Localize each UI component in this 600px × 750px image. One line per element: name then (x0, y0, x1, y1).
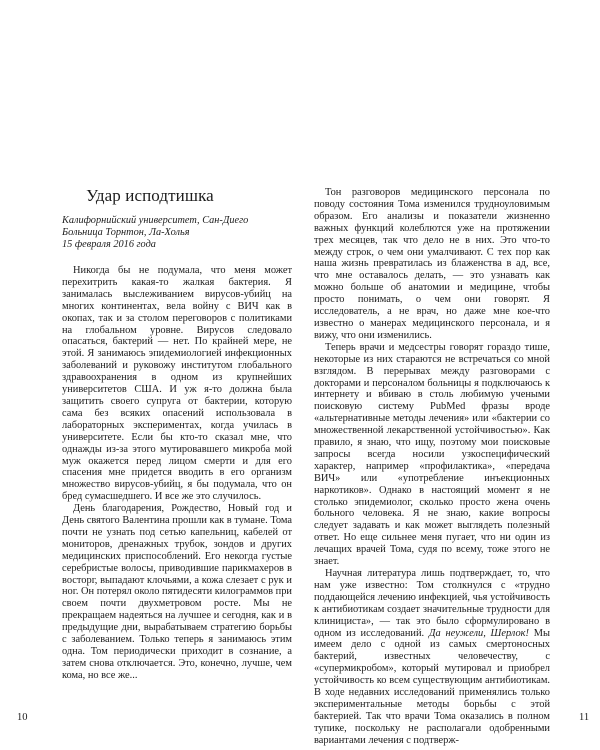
paragraph: Теперь врачи и медсестры говорят гораздо тише, некоторые из них стараются не встречаться со мной взглядом. В перерывах между разговорами с докторами и персоналом больницы я подключаюсь к интернету и вбиваю в столь любимую учеными поисковую систему PubMed фразы вроде «альтернативные методы лечения» или «бактерии со множественной лекарственной устойчивостью». Как правило, я знаю, что ищу, поэтому мои поисковые запросы всегда носили узкоспецифический характер, например «профилактика», «передача ВИЧ» или «употребление инъекционных наркотиков». Однако в настоящий момент я не столько эпидемиолог, сколько просто жена очень больного человека. Я не знаю, какие вопросы следует задавать и как может выглядеть полезный ответ. Но еще сильнее меня пугает, что ни один из лечащих врачей Тома, судя по всему, тоже этого не знает. (314, 341, 550, 568)
paragraph: Никогда бы не подумала, что меня может перехитрить какая-то жалкая бактерия. Я занималась выслеживанием вирусов-убийц на многих континентах, вела войну с ВИЧ как в окопах, так и за столом переговоров с политиками на глобальном уровне. Вирусов следовало опасаться, бактерий — нет. По крайней мере, не этой. Я занимаюсь эпидемиологией инфекционных заболеваний и руковожу институтом глобального здравоохранения в одном из крупнейших университетов США. И уж я-то должна была защитить своего супруга от бактерии, которую сама без всяких опасений использовала в лабораторных экспериментах, когда училась в университете. Если бы кто-то сказал мне, что однажды из-за этого мутировавшего микроба мой муж окажется перед лицом смерти и для его спасения мне придется вводить в его организм множество вирусов-убийц, я бы подумала, что он бред сумасшедшего. И все же это случилось. (62, 265, 292, 503)
left-body-text (62, 265, 292, 682)
dateline-location-1: Калифорнийский университет, Сан-Диего (62, 215, 249, 226)
paragraph-text: Мы имеем дело с одной из самых смертоносных бактерий, известных человечеству, с «супермикробом», который мутировал и приобрел устойчивость ко всем существующим антибиотикам. В ходе недавних исследований применялись только экспериментальные методы борьбы с этой бактерией. Так что врачи Тома оказались в полном тупике, поскольку не располагали одобренными вариантами лечения с подтверж- (314, 627, 550, 746)
chapter-title: Удар исподтишка (86, 186, 214, 205)
dateline (62, 215, 292, 251)
page-number-right: 11 (579, 712, 590, 723)
emphasis-text: Да неужели, Шерлок! (428, 627, 529, 639)
right-page (300, 0, 600, 750)
dateline-location-2: Больница Торнтон, Ла-Холья (62, 226, 190, 238)
paragraph: Тон разговоров медицинского персонала по поводу состояния Тома изменился трудноуловимым образом. Его анализы и показатели жизненно важных функций колеблются уже на протяжении трех месяцев, так что дело не в них. Это что-то между строк, о чем они умалчивают. С тех пор как наша жизнь превратилась из блаженства в ад, все, что мне оставалось делать, — это узнавать как можно больше об анатомии и медицине, чтобы просто понимать, о чем они говорят. Я исследователь, а не врач, но даже мне кое-что известно о манерах медицинского персонала, и я вижу, что они изменились. (314, 187, 550, 341)
dateline-date: 15 февраля 2016 года (62, 238, 156, 250)
paragraph: День благодарения, Рождество, Новый год и День святого Валентина прошли как в тумане. Тома почти не узнать под сетью капельниц, кабелей от мониторов, дренажных трубок, зондов и других медицинских приспособлений. Его некогда густые серебристые волосы, приводившие парикмахеров в восторг, выпадают клочьями, а кожа слезает с рук и ног. Он потерял около пятидесяти килограммов при своем почти двухметровом росте. Мы не прекращаем надеяться на лучшее и сегодня, как и в предыдущие дни, вырабатываем стратегию борьбы с заболеванием. Только теперь я занимаюсь этим одна. Том периодически приходит в сознание, а затем снова отключается. Это, конечно, лучше, чем кома, но все же... (62, 503, 292, 681)
page-number-left: 10 (17, 712, 28, 723)
paragraph-text: Научная литература лишь подтверждает, то, что нам уже известно: Том столкнулся с «трудно поддающейся лечению инфекцией, чья устойчивость к антибиотикам создает значительные трудности для клинициста», — так это было сформулировано в одном из исследований. (314, 568, 550, 639)
paragraph (314, 568, 550, 747)
right-body-text (314, 187, 550, 747)
